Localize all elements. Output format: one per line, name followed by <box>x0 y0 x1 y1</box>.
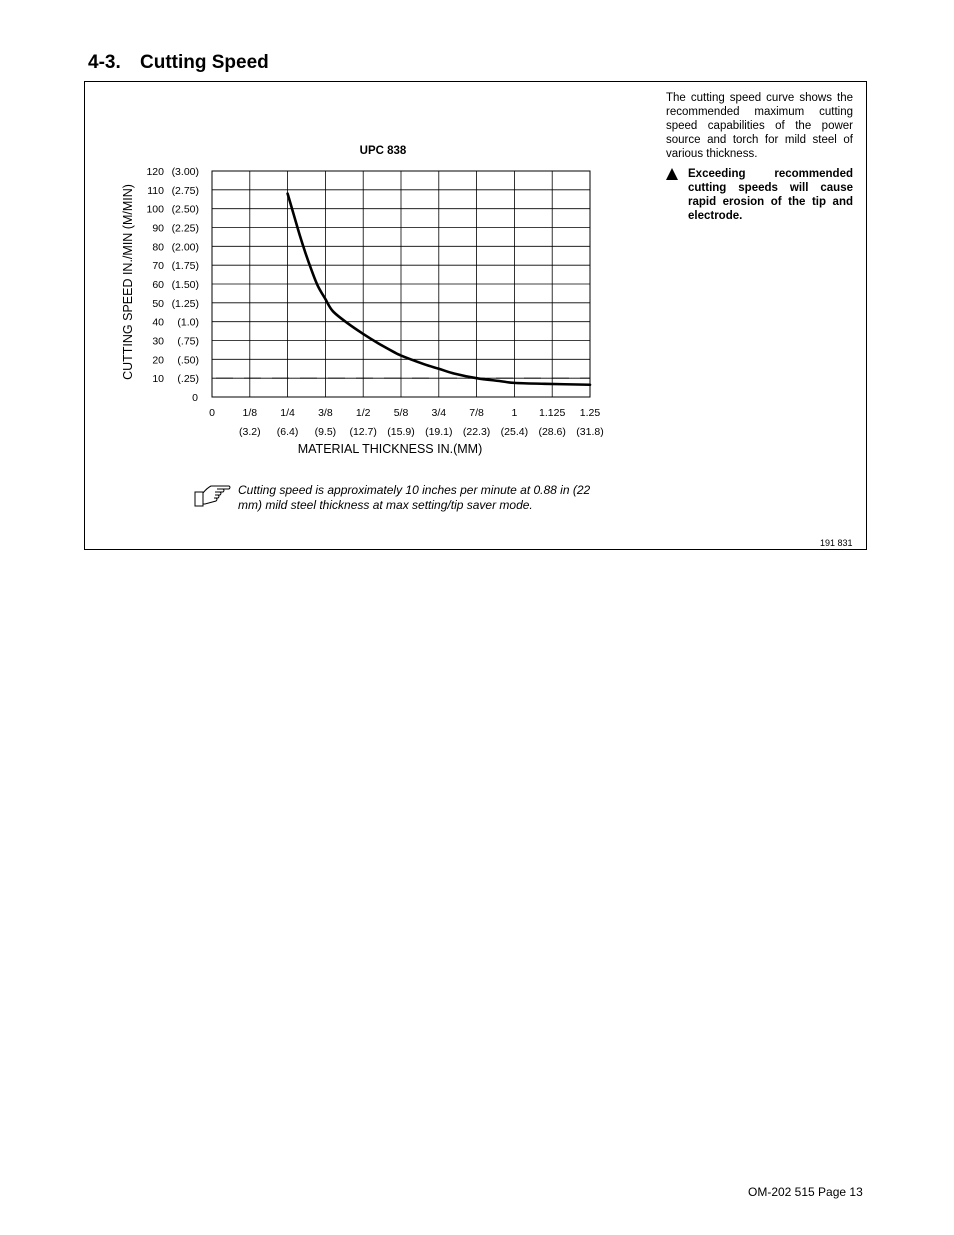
x-tick-label: 3/4 <box>431 407 447 419</box>
y-tick-sublabel: (2.00) <box>171 241 199 254</box>
section-title-text: Cutting Speed <box>140 52 269 73</box>
y-tick-label: 40 <box>152 316 164 329</box>
x-tick-label: 1 <box>511 407 518 419</box>
y-tick-sublabel: (.50) <box>177 354 199 367</box>
x-tick-sublabel: (31.8) <box>576 426 604 438</box>
y-tick-label: 90 <box>152 222 164 235</box>
pointing-hand-icon <box>193 482 233 508</box>
y-tick-sublabel: (1.50) <box>171 279 199 291</box>
y-axis-label: CUTTING SPEED IN./MIN (M/MIN) <box>121 184 135 380</box>
x-tick-label: 1.125 <box>539 407 566 419</box>
y-tick-sublabel: (1.75) <box>171 260 199 273</box>
y-tick-sublabel: (3.00) <box>171 166 199 178</box>
y-tick-label: 110 <box>147 184 164 197</box>
y-tick-label: 70 <box>152 260 164 273</box>
chart-title: UPC 838 <box>359 145 407 157</box>
note-text: Cutting speed is approximately 10 inches per minute at 0.88 in (22 mm) mild steel thickness at max setting/tip saver mode. <box>238 483 591 512</box>
warning-block <box>666 167 853 223</box>
y-tick-label: 80 <box>152 241 164 254</box>
y-tick-label: 50 <box>152 297 164 310</box>
x-tick-label: 1/8 <box>242 407 258 419</box>
x-tick-sublabel: (28.6) <box>538 426 566 438</box>
x-tick-label: 7/8 <box>469 407 484 419</box>
y-tick-sublabel: (1.25) <box>171 297 199 310</box>
y-tick-sublabel: (.25) <box>177 373 199 386</box>
x-axis-label: MATERIAL THICKNESS IN.(MM) <box>297 442 483 456</box>
description-text: The cutting speed curve shows the recommended maximum cutting speed capabilities of the power source and torch for mild steel of various thickness. <box>666 92 853 160</box>
x-tick-label: 5/8 <box>393 407 409 419</box>
y-tick-label: 30 <box>152 335 164 348</box>
y-tick-sublabel: (2.75) <box>171 184 199 197</box>
x-tick-sublabel: (15.9) <box>387 426 415 438</box>
y-tick-label: 100 <box>146 203 164 216</box>
x-tick-sublabel: (6.4) <box>276 426 299 438</box>
y-tick-sublabel: (1.0) <box>177 316 199 329</box>
y-tick-sublabel: (2.25) <box>171 222 199 235</box>
figure-id: 191 831 <box>820 538 853 548</box>
section-number: 4-3. <box>88 52 121 73</box>
warning-text: Exceeding recommended cutting speeds will cause rapid erosion of the tip and electrode. <box>688 168 853 222</box>
x-tick-sublabel: (9.5) <box>314 426 337 438</box>
x-tick-label: 3/8 <box>318 407 333 419</box>
page-footer: OM-202 515 Page 13 <box>748 1185 863 1199</box>
x-tick-sublabel: (12.7) <box>349 426 377 438</box>
warning-triangle-icon <box>666 168 678 180</box>
y-tick-label: 10 <box>152 373 164 386</box>
y-tick-label: 120 <box>146 166 164 178</box>
x-tick-sublabel: (25.4) <box>500 426 529 438</box>
x-tick-sublabel: (19.1) <box>425 426 453 438</box>
y-tick-label: 20 <box>152 354 164 367</box>
x-tick-sublabel: (22.3) <box>462 426 491 438</box>
x-tick-label: 1.25 <box>579 407 601 419</box>
y-tick-label: 0 <box>192 392 198 404</box>
x-tick-sublabel: (3.2) <box>239 426 261 438</box>
y-tick-sublabel: (.75) <box>177 335 199 348</box>
y-tick-label: 60 <box>152 279 164 291</box>
x-tick-label: 1/4 <box>280 407 295 419</box>
x-tick-label: 0 <box>209 407 215 419</box>
y-tick-sublabel: (2.50) <box>171 203 199 216</box>
x-tick-label: 1/2 <box>355 407 371 419</box>
